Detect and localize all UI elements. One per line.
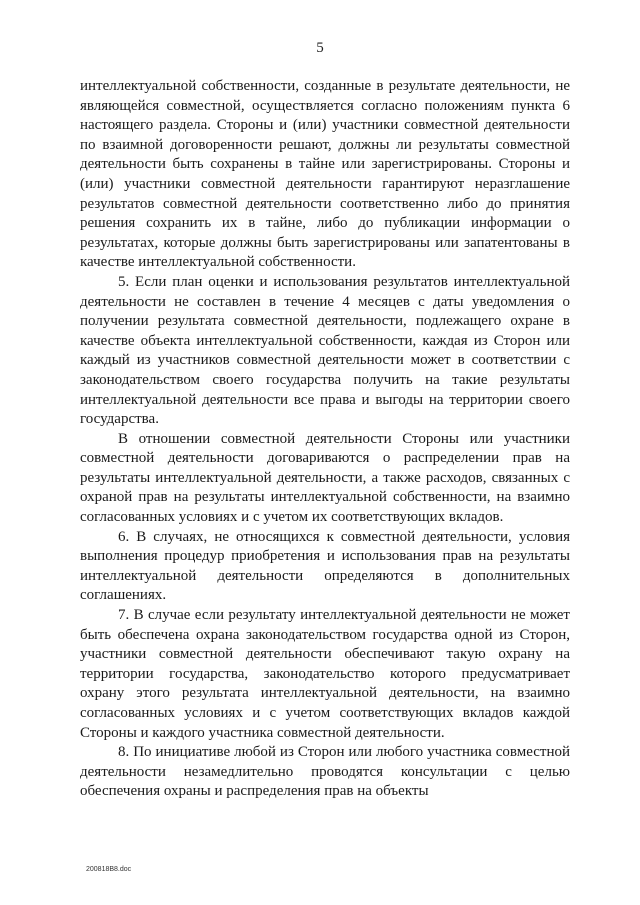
paragraph-item-8: 8. По инициативе любой из Сторон или любого участника совместной деятельности незамедлительно проводятся консультации с целью обеспечения охраны и распределения прав на объекты [80, 744, 570, 800]
document-body [80, 77, 570, 802]
footer-filename: 200818B8.doc [86, 866, 132, 873]
paragraph-joint-activity: В отношении совместной деятельности Стороны или участники совместной деятельности договариваются о распределении прав на результаты интеллектуальной деятельности, а также расходов, связанных с охраной прав на результаты интеллектуальной собственности, на взаимно согласованных условиях и с учетом их соответствующих вкладов. [80, 430, 570, 526]
page-number: 5 [316, 40, 324, 56]
paragraph-item-7: 7. В случае если результату интеллектуальной деятельности не может быть обеспечена охрана законодательством государства одной из Сторон, участники совместной деятельности обеспечивают такую охрану на территории государства, законодательство которого предусматривает охрану этого результата интеллектуальной деятельности, на взаимно согласованных условиях и с учетом соответствующих вкладов каждой Стороны и каждого участника совместной деятельности. [80, 607, 570, 741]
paragraph-continuation: интеллектуальной собственности, созданные в результате деятельности, не являющейся совместной, осуществляется согласно положениям пункта 6 настоящего раздела. Стороны и (или) участники совместной деятельности по взаимной договоренности решают, должны ли результаты совместной деятельности быть сохранены в тайне или зарегистрированы. Стороны и (или) участники совместной деятельности гарантируют неразглашение результатов совместной деятельности соответственно либо до принятия решения сохранить их в тайне, либо до публикации информации о результатах, которые должны быть зарегистрированы или запатентованы в качестве интеллектуальной собственности. [80, 78, 570, 271]
paragraph-item-6: 6. В случаях, не относящихся к совместной деятельности, условия выполнения процедур приобретения и использования прав на результаты интеллектуальной деятельности определяются в дополнительных соглашениях. [80, 528, 570, 604]
paragraph-item-5: 5. Если план оценки и использования результатов интеллектуальной деятельности не составлен в течение 4 месяцев с даты уведомления о получении результата совместной деятельности, подлежащего охране в качестве объекта интеллектуальной собственности, каждая из Сторон или каждый из участников совместной деятельности может в соответствии с законодательством своего государства получить на такие результаты интеллектуальной деятельности все права и выгоды на территории своего государства. [80, 273, 570, 428]
